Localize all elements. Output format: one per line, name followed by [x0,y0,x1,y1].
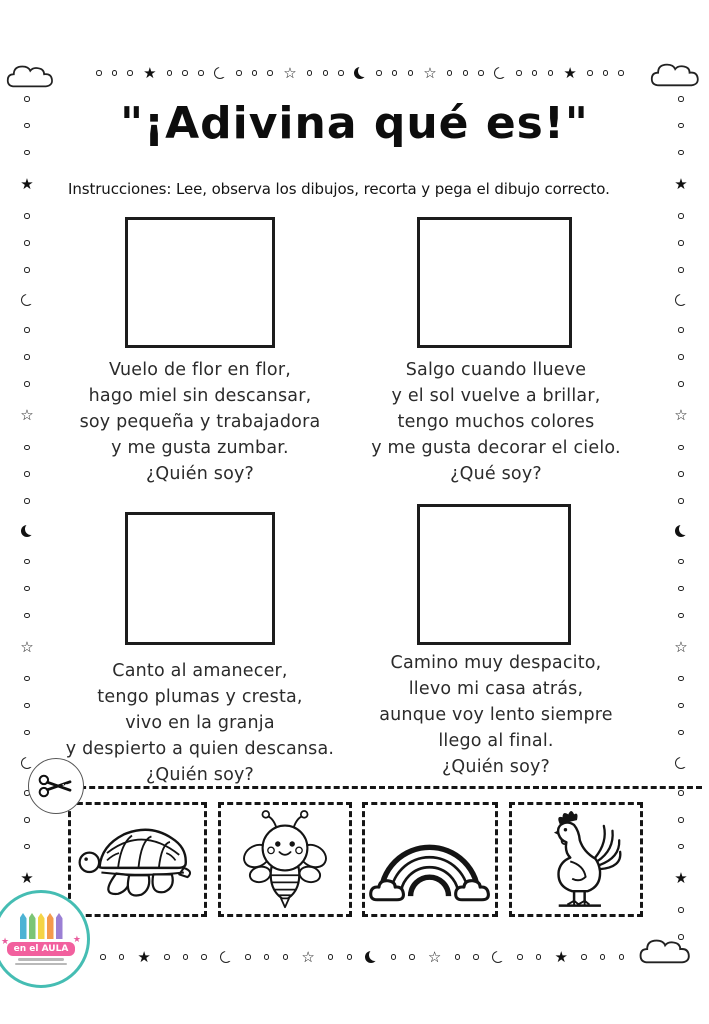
star-icon: ★ [143,63,157,82]
cutout-turtle [68,802,207,917]
dot-icon [323,70,329,76]
sparkle-icon: ★ [72,935,81,945]
dot-icon [678,267,684,273]
dot-icon [678,327,684,333]
moon-icon [214,67,226,79]
rooster-image [528,809,624,911]
publisher-logo [0,890,90,988]
moon-icon [365,951,377,963]
riddle-line: aunque voy lento siempre [379,705,613,725]
moon-icon [220,951,232,963]
dot-icon [600,954,606,960]
riddle-line: ¿Quién soy? [145,464,255,484]
dot-icon [678,703,684,709]
star-icon: ★ [674,868,688,887]
star-icon: ★ [563,63,577,82]
dot-icon [183,954,189,960]
moon-icon [494,67,506,79]
logo-text: en el AULA [7,942,76,956]
riddle-line: ¿Qué soy? [450,464,542,484]
dot-icon [447,70,453,76]
riddle-line: y me gusta decorar el cielo. [371,438,621,458]
page-title: "¡Adivina qué es!" [120,98,589,149]
moon-icon [675,525,687,537]
dot-icon [127,70,133,76]
dot-icon [24,703,30,709]
riddle-line: hago miel sin descansar, [88,386,312,406]
riddle-line: y me gusta zumbar. [111,438,289,458]
dot-icon [24,240,30,246]
dot-icon [198,70,204,76]
riddle-line: soy pequeña y trabajadora [79,412,321,432]
riddle-turtle [336,650,656,780]
dot-icon [376,70,382,76]
border-right [672,96,690,940]
scissors-icon [37,772,75,800]
star-icon: ☆ [674,637,688,656]
dot-icon [24,213,30,219]
riddle-line: Canto al amanecer, [112,661,288,681]
dot-icon [548,70,554,76]
cutout-bee [218,802,352,917]
dot-icon [96,70,102,76]
dot-icon [678,445,684,451]
dot-icon [347,954,353,960]
riddle-bee [40,357,360,487]
riddle-line: llevo mi casa atrás, [408,679,584,699]
dot-icon [24,498,30,504]
pencils-icon [20,913,63,939]
dot-icon [283,954,289,960]
rainbow-image [369,814,491,906]
star-icon: ☆ [283,63,297,82]
dot-icon [307,70,313,76]
star-icon: ☆ [423,63,437,82]
dot-icon [603,70,609,76]
dot-icon [24,817,30,823]
turtle-image [75,816,201,904]
dot-icon [391,954,397,960]
cutout-rooster [509,802,643,917]
star-icon: ★ [20,174,34,193]
dot-icon [678,613,684,619]
paste-box-3 [125,512,275,645]
dot-icon [119,954,125,960]
dot-icon [516,70,522,76]
star-icon: ☆ [427,947,442,966]
dot-icon [182,70,188,76]
sparkle-icon: ★ [1,937,10,947]
dot-icon [517,954,523,960]
paste-box-4 [417,504,571,645]
dot-icon [536,954,542,960]
dot-icon [338,70,344,76]
dot-icon [24,381,30,387]
dot-icon [24,327,30,333]
moon-icon [492,951,504,963]
dot-icon [618,70,624,76]
bee-image [241,808,329,912]
dot-icon [100,954,106,960]
dot-icon [24,613,30,619]
dot-icon [678,844,684,850]
star-icon: ☆ [20,637,34,656]
dot-icon [24,559,30,565]
dot-icon [24,730,30,736]
dot-icon [581,954,587,960]
riddle-line: vivo en la granja [125,713,275,733]
dot-icon [24,150,30,156]
dot-icon [587,70,593,76]
star-icon: ☆ [674,406,688,425]
dot-icon [678,498,684,504]
dot-icon [409,954,415,960]
dot-icon [678,559,684,565]
dot-icon [463,70,469,76]
paste-box-1 [125,217,275,348]
dot-icon [392,70,398,76]
dot-icon [678,213,684,219]
dot-icon [24,471,30,477]
dot-icon [678,676,684,682]
riddle-line: y despierto a quien descansa. [65,739,335,759]
moon-icon [354,67,366,79]
cutout-rainbow [362,802,498,917]
dot-icon [112,70,118,76]
dot-icon [24,844,30,850]
dot-icon [455,954,461,960]
dot-icon [24,676,30,682]
dot-icon [164,954,170,960]
dot-icon [264,954,270,960]
dot-icon [252,70,258,76]
riddle-line: ¿Quién soy? [145,765,255,785]
riddle-line: y el sol vuelve a brillar, [391,386,601,406]
riddle-line: llego al final. [438,731,554,751]
dot-icon [24,445,30,451]
dot-icon [532,70,538,76]
scissors-badge [28,758,84,814]
border-top [96,64,624,82]
logo-tagline [15,963,67,966]
cut-line [62,786,702,789]
cloud-icon [6,60,58,92]
dot-icon [473,954,479,960]
cloud-icon [650,58,704,91]
dot-icon [24,267,30,273]
dot-icon [201,954,207,960]
moon-icon [21,757,33,769]
star-icon: ★ [554,947,568,966]
riddle-line: Salgo cuando llueve [405,360,587,380]
dot-icon [678,586,684,592]
riddle-line: tengo plumas y cresta, [97,687,303,707]
dot-icon [678,730,684,736]
dot-icon [478,70,484,76]
dot-icon [678,354,684,360]
riddle-line: Camino muy despacito, [390,653,602,673]
border-bottom [100,948,624,966]
cloud-icon [638,934,696,968]
moon-icon [675,294,687,306]
star-icon: ☆ [20,406,34,425]
dot-icon [678,471,684,477]
dot-icon [408,70,414,76]
instructions-text: Instrucciones: Lee, observa los dibujos, recorta y pega el dibujo correcto. [68,180,610,198]
star-icon: ☆ [301,947,315,966]
dot-icon [678,381,684,387]
logo-tagline [18,958,64,961]
dot-icon [24,354,30,360]
star-icon: ★ [137,947,151,966]
riddle-rainbow [336,357,656,487]
border-left [18,96,36,940]
dot-icon [328,954,334,960]
dot-icon [678,907,684,913]
paste-box-2 [417,217,572,348]
riddle-line: ¿Quién soy? [441,757,551,777]
dot-icon [236,70,242,76]
dot-icon [24,586,30,592]
dot-icon [678,790,684,796]
moon-icon [21,294,33,306]
riddle-line: Vuelo de flor en flor, [108,360,291,380]
dot-icon [678,817,684,823]
dot-icon [267,70,273,76]
dot-icon [619,954,625,960]
moon-icon [21,525,33,537]
riddle-rooster [40,658,360,788]
riddle-line: tengo muchos colores [397,412,595,432]
dot-icon [167,70,173,76]
star-icon: ★ [674,174,688,193]
moon-icon [675,757,687,769]
dot-icon [245,954,251,960]
dot-icon [678,150,684,156]
dot-icon [678,240,684,246]
star-icon: ★ [20,868,34,887]
